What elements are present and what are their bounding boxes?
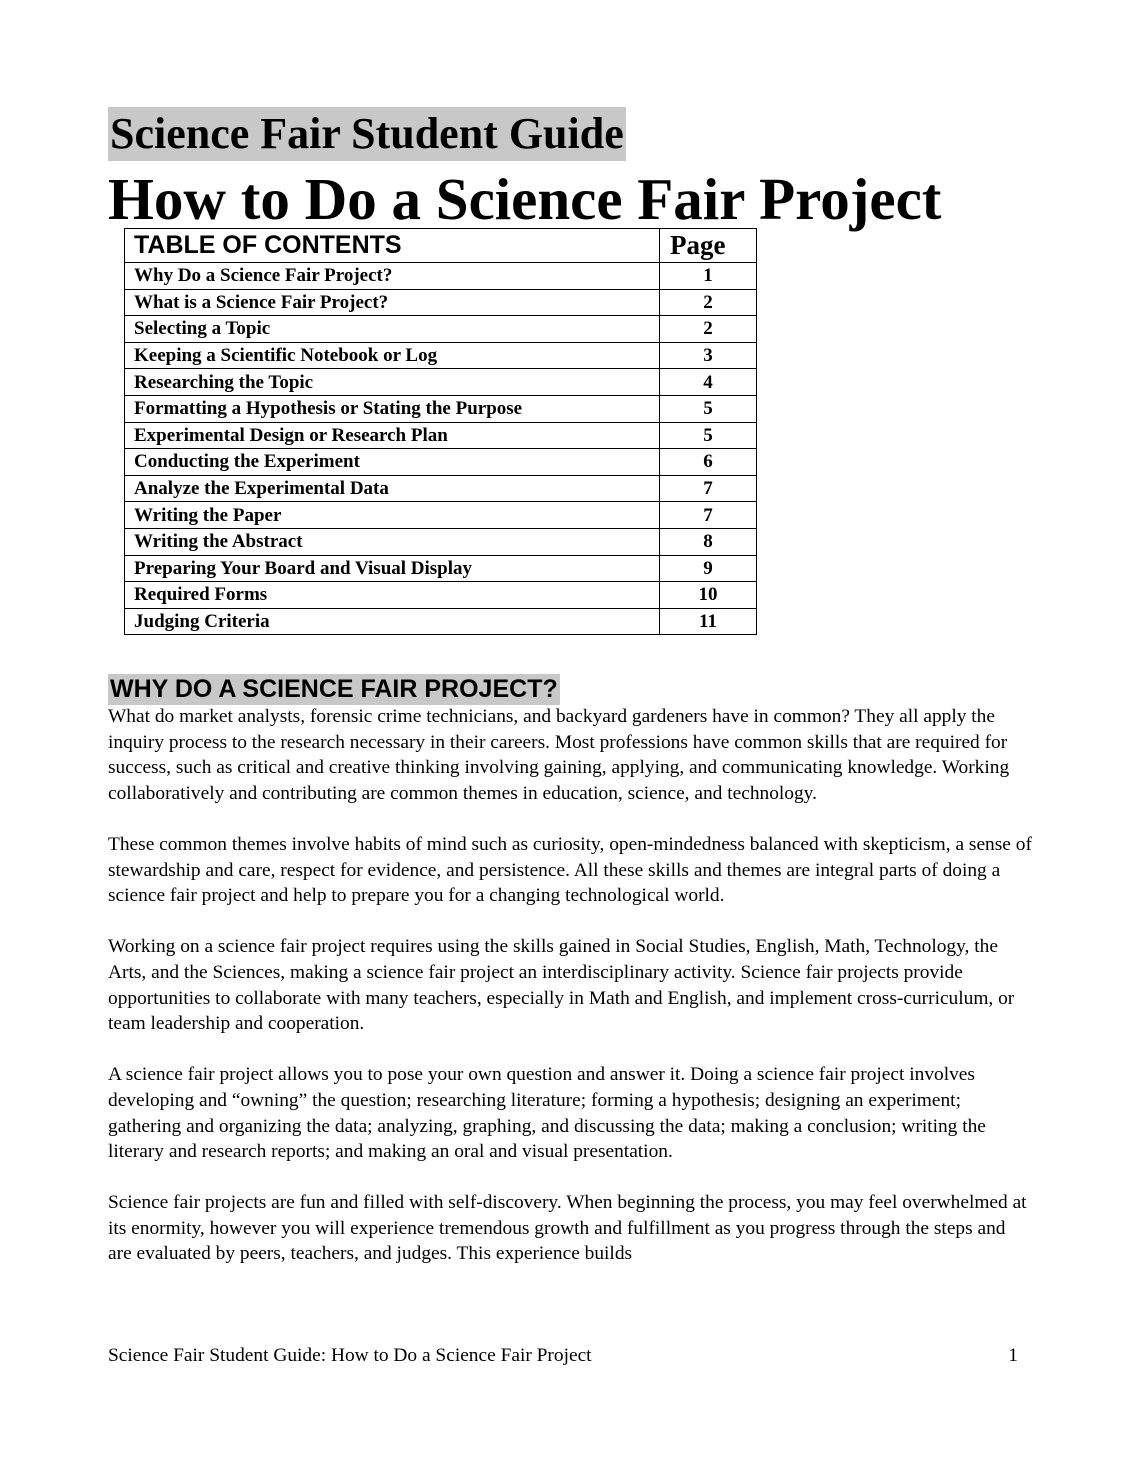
toc-entry-title: Analyze the Experimental Data	[125, 475, 660, 502]
footer-text: Science Fair Student Guide: How to Do a Science Fair Project	[108, 1345, 592, 1366]
toc-entry-page: 1	[660, 263, 757, 290]
toc-row	[125, 422, 757, 449]
toc-row	[125, 395, 757, 422]
toc-entry-page: 9	[660, 555, 757, 582]
toc-row	[125, 582, 757, 609]
toc-entry-title: Required Forms	[125, 582, 660, 609]
toc-entry-page: 5	[660, 395, 757, 422]
toc-entry-title: Writing the Paper	[125, 502, 660, 529]
toc-row	[125, 502, 757, 529]
toc-entry-title: Conducting the Experiment	[125, 449, 660, 476]
toc-entry-title: Experimental Design or Research Plan	[125, 422, 660, 449]
toc-entry-title: Judging Criteria	[125, 608, 660, 635]
toc-entry-page: 5	[660, 422, 757, 449]
toc-entry-page: 8	[660, 528, 757, 555]
toc-entry-page: 2	[660, 289, 757, 316]
toc-row	[125, 555, 757, 582]
toc-row	[125, 475, 757, 502]
toc-row	[125, 316, 757, 343]
toc-entry-page: 2	[660, 316, 757, 343]
section-heading: WHY DO A SCIENCE FAIR PROJECT?	[110, 675, 558, 703]
toc-entry-page: 3	[660, 342, 757, 369]
toc-row	[125, 449, 757, 476]
toc-header-page: Page	[660, 229, 757, 263]
toc-entry-title: Selecting a Topic	[125, 316, 660, 343]
toc-row	[125, 289, 757, 316]
toc-row	[125, 369, 757, 396]
toc-row	[125, 528, 757, 555]
toc-entry-title: Formatting a Hypothesis or Stating the Purpose	[125, 395, 660, 422]
section-body	[108, 704, 1033, 1293]
toc-entry-title: Why Do a Science Fair Project?	[125, 263, 660, 290]
toc-entry-page: 7	[660, 475, 757, 502]
toc-header-row	[125, 229, 757, 263]
body-paragraph: Working on a science fair project requires using the skills gained in Social Studies, English, Math, Technology, the Arts, and the Sciences, making a science fair project an interdisciplinary activity. Science fair projects provide opportunities to collaborate with many teachers, especially in Math and English, and implement cross-curriculum, or team leadership and cooperation.	[108, 936, 1015, 1035]
toc-entry-title: Keeping a Scientific Notebook or Log	[125, 342, 660, 369]
toc-entry-title: Researching the Topic	[125, 369, 660, 396]
toc-entry-page: 6	[660, 449, 757, 476]
toc-row	[125, 608, 757, 635]
toc-entry-page: 4	[660, 369, 757, 396]
toc-entry-title: What is a Science Fair Project?	[125, 289, 660, 316]
toc-entry-page: 10	[660, 582, 757, 609]
body-paragraph: These common themes involve habits of mind such as curiosity, open-mindedness balanced with skepticism, a sense of stewardship and care, respect for evidence, and persistence. All these skills and themes are integral parts of doing a science fair project and help to prepare you for a changing technological world.	[108, 833, 1032, 907]
toc-row	[125, 342, 757, 369]
toc-row	[125, 263, 757, 290]
document-title: Science Fair Student Guide	[108, 107, 626, 161]
table-of-contents	[124, 228, 757, 635]
toc-entry-title: Writing the Abstract	[125, 528, 660, 555]
body-paragraph: What do market analysts, forensic crime technicians, and backyard gardeners have in common? They all apply the inquiry process to the research necessary in their careers. Most professions have common skills that are required for success, such as critical and creative thinking involving gaining, applying, and communicating knowledge. Working collaboratively and contributing are common themes in education, science, and technology.	[108, 706, 1010, 804]
body-paragraph: A science fair project allows you to pose your own question and answer it. Doing a science fair project involves developing and “owning” the question; researching literature; forming a hypothesis; designing an experiment; gathering and organizing the data; analyzing, graphing, and discussing the data; making a conclusion; writing the literary and research reports; and making an oral and visual presentation.	[108, 1064, 986, 1163]
page-number: 1	[1008, 1345, 1018, 1366]
body-paragraph: Science fair projects are fun and filled with self-discovery. When beginning the process, you may feel overwhelmed at its enormity, however you will experience tremendous growth and fulfillment as you progress through the steps and are evaluated by peers, teachers, and judges. This experience builds	[108, 1192, 1027, 1265]
document-subtitle: How to Do a Science Fair Project	[108, 166, 942, 232]
toc-entry-title: Preparing Your Board and Visual Display	[125, 555, 660, 582]
toc-header-title: TABLE OF CONTENTS	[125, 229, 660, 263]
toc-entry-page: 7	[660, 502, 757, 529]
toc-entry-page: 11	[660, 608, 757, 635]
